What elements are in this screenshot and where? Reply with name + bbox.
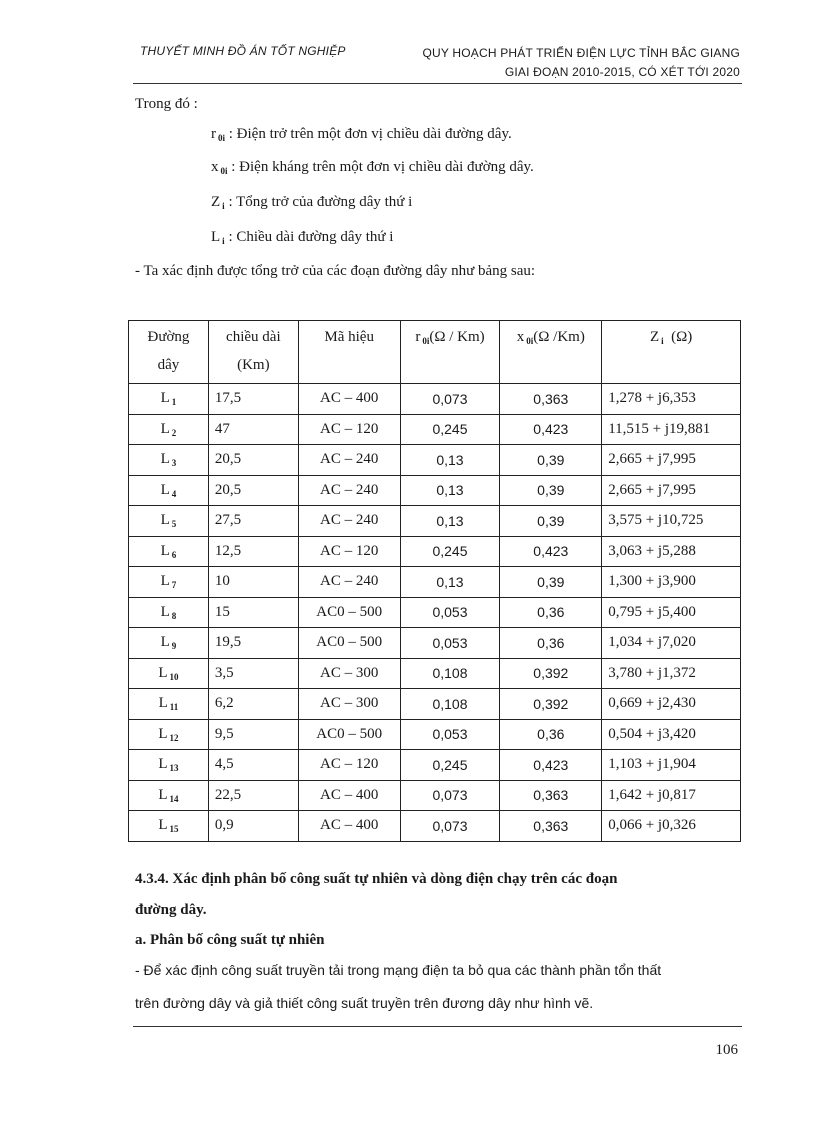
table-row — [129, 597, 741, 628]
cell-line — [129, 536, 209, 567]
table-row — [129, 658, 741, 689]
col-header-x-unit: (Ω /Km) — [533, 329, 585, 345]
cell-x0i: 0,392 — [500, 658, 602, 689]
subsection-heading: a. Phân bố công suất tự nhiên — [135, 932, 325, 948]
header-project-line1: QUY HOẠCH PHÁT TRIỂN ĐIỆN LỰC TỈNH BẮC GIANG — [422, 46, 740, 60]
section-heading-line1: 4.3.4. Xác định phân bố công suất tự nhiên và dòng điện chạy trên các đoạn — [135, 871, 618, 887]
line-subscript: 14 — [169, 793, 179, 804]
line-subscript: 1 — [171, 397, 177, 408]
cell-zi: 2,665 + j7,995 — [602, 445, 741, 476]
cell-line — [129, 658, 209, 689]
cell-line — [129, 567, 209, 598]
def-symbol: Z — [211, 194, 221, 210]
cell-x0i: 0,392 — [500, 689, 602, 720]
line-subscript: 5 — [171, 519, 177, 530]
line-subscript: 15 — [169, 824, 179, 835]
cell-zi: 1,103 + j1,904 — [602, 750, 741, 781]
cell-line — [129, 689, 209, 720]
cell-r0i: 0,13 — [400, 475, 500, 506]
cell-x0i: 0,363 — [500, 780, 602, 811]
cell-code: AC – 300 — [298, 689, 400, 720]
col-header-x-subscript: 0i — [526, 336, 534, 346]
def-subscript: 0i — [220, 166, 228, 176]
cell-line — [129, 719, 209, 750]
cell-length: 12,5 — [208, 536, 298, 567]
header-document-title: THUYẾT MINH ĐỒ ÁN TỐT NGHIỆP — [140, 44, 346, 58]
line-symbol: L — [160, 603, 170, 620]
cell-x0i: 0,39 — [500, 475, 602, 506]
line-symbol: L — [160, 451, 170, 468]
col-header-r0i — [400, 321, 500, 384]
cell-length: 4,5 — [208, 750, 298, 781]
cell-length: 6,2 — [208, 689, 298, 720]
def-text: : Điện kháng trên một đơn vị chiều dài đường dây. — [231, 159, 534, 175]
cell-code: AC – 240 — [298, 506, 400, 537]
cell-code: AC0 – 500 — [298, 719, 400, 750]
cell-line — [129, 414, 209, 445]
header-rule — [133, 83, 742, 84]
cell-length: 20,5 — [208, 475, 298, 506]
col-header-line — [129, 321, 209, 384]
line-symbol: L — [158, 695, 168, 712]
cell-r0i: 0,053 — [400, 597, 500, 628]
col-header-z-subscript: i — [661, 336, 664, 346]
cell-r0i: 0,13 — [400, 445, 500, 476]
def-symbol: x — [211, 159, 219, 175]
cell-zi: 1,642 + j0,817 — [602, 780, 741, 811]
line-symbol: L — [160, 634, 170, 651]
table-row — [129, 719, 741, 750]
def-text: : Tổng trở của đường dây thứ i — [228, 194, 413, 210]
col-header-length-a: chiều dài — [226, 329, 281, 345]
cell-code: AC – 300 — [298, 658, 400, 689]
cell-length: 22,5 — [208, 780, 298, 811]
cell-r0i: 0,245 — [400, 536, 500, 567]
cell-length: 15 — [208, 597, 298, 628]
cell-zi: 1,034 + j7,020 — [602, 628, 741, 659]
cell-code: AC – 400 — [298, 780, 400, 811]
header-project-title — [422, 44, 740, 82]
def-subscript: i — [222, 236, 225, 246]
cell-x0i: 0,423 — [500, 750, 602, 781]
col-header-line-b: dây — [157, 357, 180, 373]
table-row — [129, 414, 741, 445]
def-x0i — [211, 159, 534, 176]
cell-x0i: 0,36 — [500, 597, 602, 628]
def-subscript: 0i — [218, 133, 226, 143]
line-subscript: 13 — [169, 763, 179, 774]
cell-r0i: 0,108 — [400, 689, 500, 720]
table-lead-text: - Ta xác định được tổng trở của các đoạn đường dây như bảng sau: — [135, 263, 536, 279]
line-symbol: L — [158, 786, 168, 803]
cell-length: 0,9 — [208, 811, 298, 842]
cell-r0i: 0,053 — [400, 628, 500, 659]
table-row — [129, 475, 741, 506]
cell-code: AC – 240 — [298, 445, 400, 476]
table-row — [129, 536, 741, 567]
cell-code: AC – 120 — [298, 750, 400, 781]
cell-line — [129, 811, 209, 842]
def-text: : Chiều dài đường dây thứ i — [228, 229, 394, 245]
col-header-x0i — [500, 321, 602, 384]
col-header-length — [208, 321, 298, 384]
cell-code: AC – 240 — [298, 567, 400, 598]
def-subscript: i — [222, 201, 225, 211]
page-number: 106 — [715, 1042, 738, 1058]
col-header-r-subscript: 0i — [422, 336, 430, 346]
cell-r0i: 0,073 — [400, 384, 500, 415]
cell-length: 17,5 — [208, 384, 298, 415]
line-symbol: L — [160, 512, 170, 529]
table-row — [129, 384, 741, 415]
line-symbol: L — [160, 390, 170, 407]
col-header-r-unit: (Ω / Km) — [429, 329, 485, 345]
cell-zi: 1,300 + j3,900 — [602, 567, 741, 598]
line-symbol: L — [160, 420, 170, 437]
cell-x0i: 0,39 — [500, 445, 602, 476]
col-header-z-symbol: Z — [649, 329, 660, 345]
col-header-length-b: (Km) — [237, 357, 270, 373]
table-header-row — [129, 321, 741, 384]
table-row — [129, 567, 741, 598]
line-symbol: L — [158, 756, 168, 773]
cell-line — [129, 445, 209, 476]
line-subscript: 3 — [171, 458, 177, 469]
footer-rule — [133, 1026, 742, 1027]
cell-line — [129, 506, 209, 537]
line-subscript: 11 — [169, 702, 179, 713]
cell-zi: 2,665 + j7,995 — [602, 475, 741, 506]
cell-line — [129, 628, 209, 659]
def-zi — [211, 194, 412, 211]
table-row — [129, 780, 741, 811]
cell-x0i: 0,36 — [500, 628, 602, 659]
table-row — [129, 628, 741, 659]
def-symbol: L — [211, 229, 221, 245]
line-symbol: L — [160, 481, 170, 498]
cell-code: AC – 120 — [298, 536, 400, 567]
cell-x0i: 0,423 — [500, 414, 602, 445]
cell-zi: 0,669 + j2,430 — [602, 689, 741, 720]
cell-x0i: 0,423 — [500, 536, 602, 567]
cell-code: AC – 120 — [298, 414, 400, 445]
line-subscript: 2 — [171, 427, 177, 438]
cell-line — [129, 750, 209, 781]
cell-x0i: 0,39 — [500, 506, 602, 537]
col-header-zi — [602, 321, 741, 384]
cell-length: 19,5 — [208, 628, 298, 659]
table-row — [129, 811, 741, 842]
table-row — [129, 750, 741, 781]
cell-length: 3,5 — [208, 658, 298, 689]
line-symbol: L — [158, 725, 168, 742]
body-line1: - Để xác định công suất truyền tải trong mạng điện ta bỏ qua các thành phần tổn thất — [135, 962, 662, 978]
col-header-line-a: Đường — [147, 329, 190, 345]
col-header-z-unit: (Ω) — [671, 329, 693, 345]
cell-length: 27,5 — [208, 506, 298, 537]
cell-x0i: 0,363 — [500, 811, 602, 842]
cell-r0i: 0,073 — [400, 780, 500, 811]
line-subscript: 6 — [171, 549, 177, 560]
section-heading-line2: đường dây. — [135, 902, 207, 918]
cell-line — [129, 475, 209, 506]
cell-x0i: 0,363 — [500, 384, 602, 415]
cell-line — [129, 780, 209, 811]
cell-length: 9,5 — [208, 719, 298, 750]
cell-r0i: 0,108 — [400, 658, 500, 689]
cell-code: AC0 – 500 — [298, 628, 400, 659]
table-row — [129, 689, 741, 720]
def-r0i — [211, 126, 512, 143]
cell-code: AC0 – 500 — [298, 597, 400, 628]
line-subscript: 7 — [171, 580, 177, 591]
line-subscript: 8 — [171, 610, 177, 621]
cell-zi: 1,278 + j6,353 — [602, 384, 741, 415]
cell-zi: 0,795 + j5,400 — [602, 597, 741, 628]
table-row — [129, 506, 741, 537]
cell-r0i: 0,245 — [400, 414, 500, 445]
line-symbol: L — [158, 817, 168, 834]
cell-zi: 11,515 + j19,881 — [602, 414, 741, 445]
cell-length: 10 — [208, 567, 298, 598]
cell-r0i: 0,053 — [400, 719, 500, 750]
def-text: : Điện trở trên một đơn vị chiều dài đường dây. — [228, 126, 512, 142]
def-symbol: r — [211, 126, 216, 142]
line-symbol: L — [160, 542, 170, 559]
line-symbol: L — [160, 573, 170, 590]
cell-length: 47 — [208, 414, 298, 445]
def-li — [211, 229, 393, 246]
cell-zi: 0,504 + j3,420 — [602, 719, 741, 750]
cell-zi: 3,063 + j5,288 — [602, 536, 741, 567]
cell-line — [129, 384, 209, 415]
header-project-line2: GIAI ĐOẠN 2010-2015, CÓ XÉT TỚI 2020 — [504, 65, 740, 79]
impedance-table — [128, 320, 741, 842]
where-label: Trong đó : — [135, 96, 198, 112]
cell-zi: 3,575 + j10,725 — [602, 506, 741, 537]
line-subscript: 12 — [169, 732, 179, 743]
line-subscript: 10 — [169, 671, 179, 682]
cell-zi: 3,780 + j1,372 — [602, 658, 741, 689]
cell-x0i: 0,36 — [500, 719, 602, 750]
line-subscript: 9 — [171, 641, 177, 652]
cell-line — [129, 597, 209, 628]
cell-code: AC – 400 — [298, 811, 400, 842]
cell-r0i: 0,13 — [400, 506, 500, 537]
cell-r0i: 0,13 — [400, 567, 500, 598]
col-header-r-symbol: r — [415, 329, 421, 345]
col-header-code: Mã hiệu — [298, 321, 400, 384]
cell-r0i: 0,245 — [400, 750, 500, 781]
table-row — [129, 445, 741, 476]
cell-length: 20,5 — [208, 445, 298, 476]
cell-code: AC – 400 — [298, 384, 400, 415]
cell-zi: 0,066 + j0,326 — [602, 811, 741, 842]
cell-x0i: 0,39 — [500, 567, 602, 598]
cell-code: AC – 240 — [298, 475, 400, 506]
col-header-x-symbol: x — [516, 329, 525, 345]
line-subscript: 4 — [171, 488, 177, 499]
body-line2: trên đường dây và giả thiết công suất truyền trên đương dây như hình vẽ. — [135, 995, 594, 1011]
line-symbol: L — [158, 664, 168, 681]
cell-r0i: 0,073 — [400, 811, 500, 842]
